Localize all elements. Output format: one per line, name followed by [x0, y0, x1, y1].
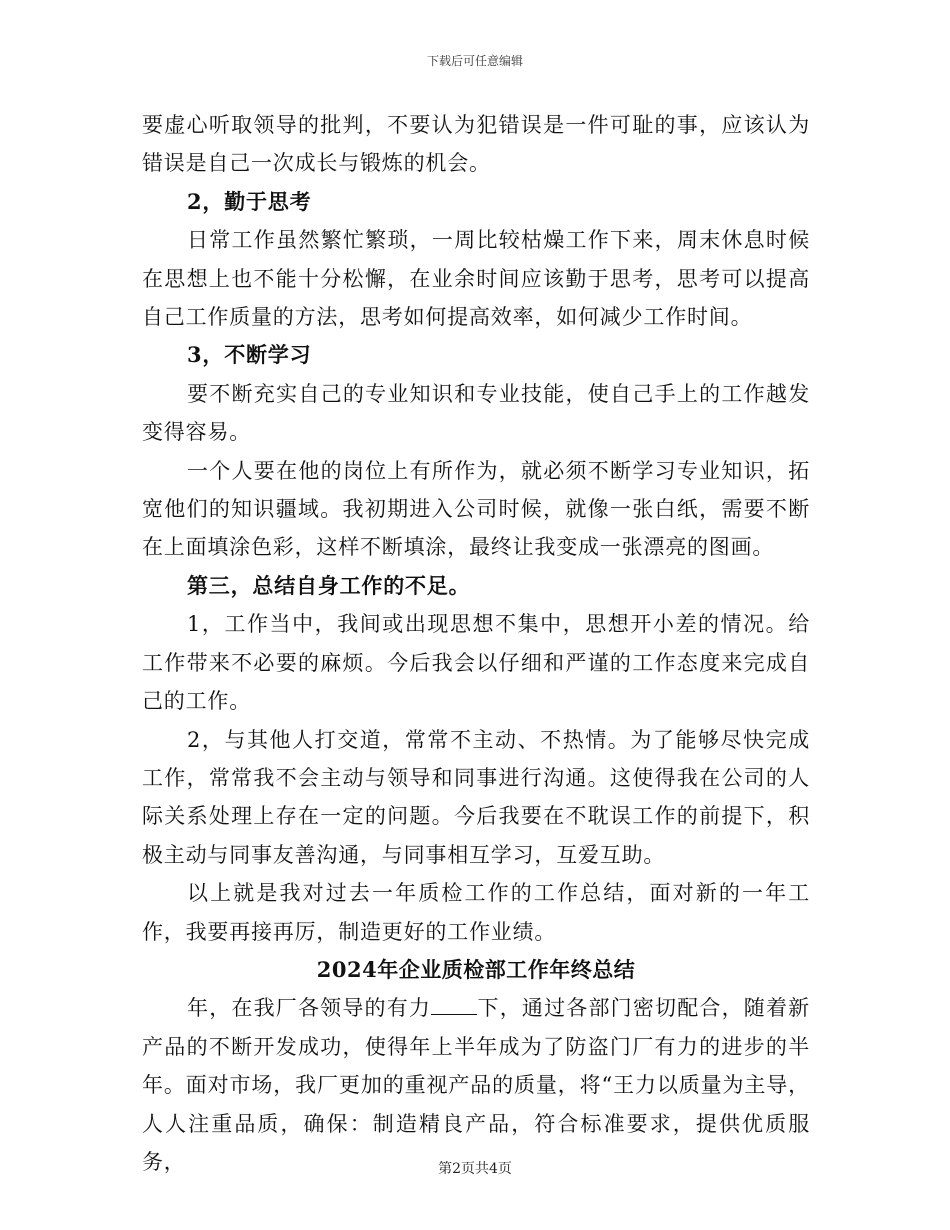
- paragraph: 要不断充实自己的专业知识和专业技能，使自己手上的工作越发变得容易。: [142, 381, 810, 445]
- paragraph: 2，与其他人打交道，常常不主动、不热情。为了能够尽快完成工作，常常我不会主动与领导和同事进行沟通。这使得我在公司的人际关系处理上存在一定的问题。今后我要在不耽误工作的前提下，积极主动与同事友善沟通，与同事相互学习，互爱互助。: [142, 727, 810, 867]
- paragraph: 要虚心听取领导的批判，不要认为犯错误是一件可耻的事，应该认为错误是自己一次成长与锻炼的机会。: [142, 113, 810, 176]
- page-footer: 第2页共4页: [438, 1161, 512, 1177]
- section-heading: 2，勤于思考: [187, 188, 312, 214]
- paragraph-part: 年，在我厂各领导的有力: [187, 996, 432, 1021]
- paragraph: 以上就是我对过去一年质检工作的工作总结，面对新的一年工作，我要再接再厉，制造更好的工作业绩。: [142, 881, 810, 944]
- paragraph: [142, 989, 810, 1181]
- paragraph: 一个人要在他的岗位上有所作为，就必须不断学习专业知识，拓宽他们的知识疆域。我初期进入公司时候，就像一张白纸，需要不断在上面填涂色彩，这样不断填涂，最终让我变成一张漂亮的图画。: [142, 458, 810, 560]
- paragraph: 日常工作虽然繁忙繁琐，一周比较枯燥工作下来，周末休息时候在思想上也不能十分松懈，在业余时间应该勤于思考，思考可以提高自己工作质量的方法，思考如何提高效率，如何减少工作时间。: [142, 228, 810, 330]
- document-body: [142, 106, 810, 1181]
- page-header: 下载后可任意编辑: [426, 54, 523, 68]
- paragraph: 1，工作当中，我间或出现思想不集中，思想开小差的情况。给工作带来不必要的麻烦。今后我会以仔细和严谨的工作态度来完成自己的工作。: [142, 612, 810, 714]
- section-heading: 第三，总结自身工作的不足。: [187, 572, 471, 598]
- fill-in-blank: [431, 994, 477, 1015]
- paragraph-part: 下，通过各部门密切配合，随着新产品的不断开发成功，使得年上半年成为了防盗门厂有力的进步的半年。面对市场，我厂更加的重视产品的质量，将“王力以质量为主导，人人注重品质，确保：制造精良产品，符合标准要求，提供优质服务，: [142, 996, 810, 1174]
- section-heading: 3，不断学习: [187, 342, 312, 368]
- document-title: 2024年企业质检部工作年终总结: [316, 956, 636, 982]
